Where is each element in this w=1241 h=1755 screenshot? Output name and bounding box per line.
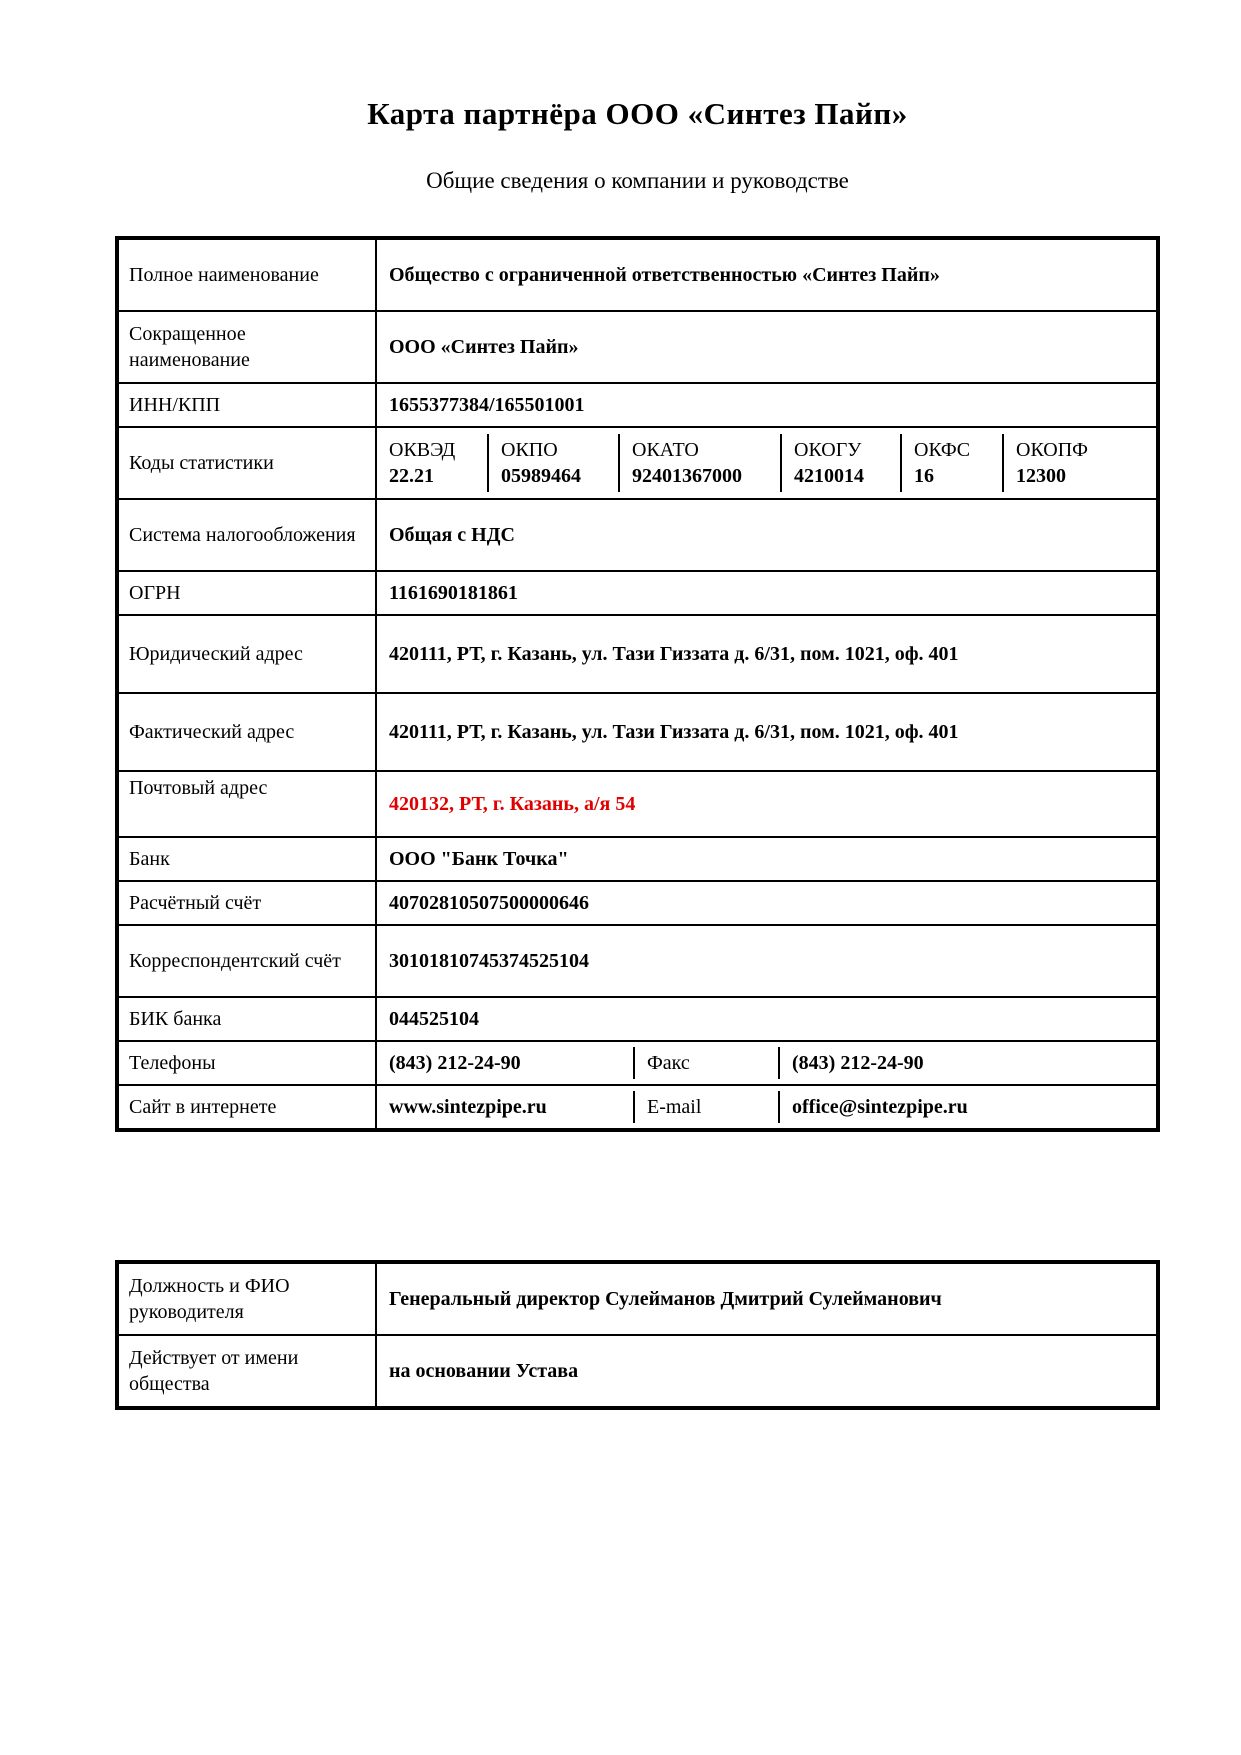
short-name-label: Сокращенное наименование — [117, 311, 376, 383]
director-value: Генеральный директор Сулейманов Дмитрий Сулейманович — [376, 1262, 1158, 1335]
okopf-name: ОКОПФ — [1016, 438, 1088, 461]
row-correspondent-account — [117, 925, 1158, 997]
ogrn-label: ОГРН — [117, 571, 376, 615]
settlement-account-value: 40702810507500000646 — [376, 881, 1158, 925]
actual-address-text: 420111, РТ, г. Казань, ул. Тази Гиззата д. 6/31, пом. 1021, оф. 401 — [389, 720, 959, 743]
website-group — [377, 1091, 1156, 1123]
stat-codes-cell — [376, 427, 1158, 499]
director-label: Должность и ФИО руководителя — [117, 1262, 376, 1335]
legal-address-label: Юридический адрес — [117, 615, 376, 693]
website-label: Сайт в интернете — [117, 1085, 376, 1130]
okogu-value: 4210014 — [794, 465, 864, 487]
row-director — [117, 1262, 1158, 1335]
code-okogu — [780, 434, 900, 493]
page-title: Карта партнёра ООО «Синтез Пайп» — [367, 96, 908, 131]
inn-kpp-label: ИНН/КПП — [117, 383, 376, 427]
tax-system-value: Общая с НДС — [376, 499, 1158, 571]
bank-value: ООО "Банк Точка" — [376, 837, 1158, 881]
row-bank — [117, 837, 1158, 881]
code-okato — [618, 434, 780, 493]
website-value: www.sintezpipe.ru — [389, 1095, 547, 1118]
postal-address-label: Почтовый адрес — [117, 771, 376, 837]
okpo-value: 05989464 — [501, 465, 581, 487]
okfs-value: 16 — [914, 465, 934, 487]
row-acts-on-basis — [117, 1335, 1158, 1408]
document-content — [115, 96, 1160, 1410]
ogrn-value: 1161690181861 — [376, 571, 1158, 615]
email-value: office@sintezpipe.ru — [778, 1091, 1156, 1123]
code-okpo — [487, 434, 618, 493]
correspondent-account-value: 30101810745374525104 — [376, 925, 1158, 997]
okved-name: ОКВЭД — [389, 438, 456, 461]
okved-value: 22.21 — [389, 465, 434, 487]
row-ogrn — [117, 571, 1158, 615]
website-cell — [376, 1085, 1158, 1130]
okfs-name: ОКФС — [914, 438, 971, 461]
management-table — [115, 1260, 1160, 1410]
actual-address-value — [376, 693, 1158, 771]
okato-value: 92401367000 — [632, 465, 742, 487]
okopf-value: 12300 — [1016, 465, 1066, 487]
email-label: E-mail — [633, 1091, 778, 1123]
row-website — [117, 1085, 1158, 1130]
row-postal-address — [117, 771, 1158, 837]
short-name-value: ООО «Синтез Пайп» — [376, 311, 1158, 383]
row-phones — [117, 1041, 1158, 1085]
okato-name: ОКАТО — [632, 438, 699, 461]
code-okfs — [900, 434, 1002, 493]
row-full-name — [117, 238, 1158, 311]
acts-on-basis-value: на основании Устава — [376, 1335, 1158, 1408]
inn-kpp-value: 1655377384/165501001 — [376, 383, 1158, 427]
full-name-label: Полное наименование — [117, 238, 376, 311]
correspondent-account-label: Корреспондентский счёт — [117, 925, 376, 997]
row-tax-system — [117, 499, 1158, 571]
phones-label: Телефоны — [117, 1041, 376, 1085]
phone-value: (843) 212-24-90 — [389, 1051, 521, 1074]
bank-label: Банк — [117, 837, 376, 881]
settlement-account-label: Расчётный счёт — [117, 881, 376, 925]
company-info-table — [115, 236, 1160, 1132]
row-short-name — [117, 311, 1158, 383]
row-stat-codes — [117, 427, 1158, 499]
row-actual-address — [117, 693, 1158, 771]
actual-address-label: Фактический адрес — [117, 693, 376, 771]
fax-label: Факс — [633, 1047, 778, 1079]
full-name-value: Общество с ограниченной ответственностью «Синтез Пайп» — [376, 238, 1158, 311]
row-bik — [117, 997, 1158, 1041]
bik-label: БИК банка — [117, 997, 376, 1041]
tax-system-label: Система налогообложения — [117, 499, 376, 571]
acts-on-basis-label: Действует от имени общества — [117, 1335, 376, 1408]
row-settlement-account — [117, 881, 1158, 925]
page-subtitle: Общие сведения о компании и руководстве — [426, 168, 849, 193]
postal-address-value: 420132, РТ, г. Казань, а/я 54 — [376, 771, 1158, 837]
legal-address-text: 420111, РТ, г. Казань, ул. Тази Гиззата д. 6/31, пом. 1021, оф. 401 — [389, 642, 959, 665]
okpo-name: ОКПО — [501, 438, 558, 461]
phones-cell — [376, 1041, 1158, 1085]
code-okved — [377, 434, 487, 493]
bik-value: 044525104 — [376, 997, 1158, 1041]
code-okopf — [1002, 434, 1156, 493]
fax-value: (843) 212-24-90 — [778, 1047, 1156, 1079]
okogu-name: ОКОГУ — [794, 438, 862, 461]
row-inn-kpp — [117, 383, 1158, 427]
phones-group — [377, 1047, 1156, 1079]
row-legal-address — [117, 615, 1158, 693]
legal-address-value — [376, 615, 1158, 693]
stat-codes-label: Коды статистики — [117, 427, 376, 499]
stat-codes-group — [377, 434, 1156, 493]
